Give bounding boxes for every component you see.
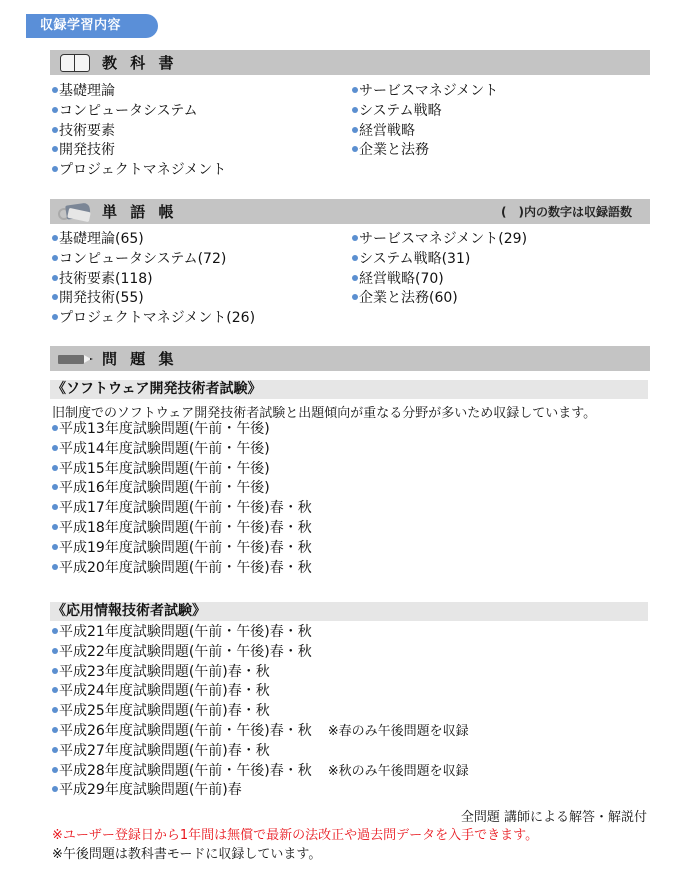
list-item: 基礎理論 xyxy=(52,82,226,102)
problems-title: 問 題 集 xyxy=(102,350,178,368)
list-item: 経営戦略 xyxy=(352,122,498,142)
bullet-icon xyxy=(352,107,358,113)
bullet-icon xyxy=(352,127,358,133)
section-badge: 収録学習内容 xyxy=(26,14,158,38)
bullet-icon xyxy=(352,146,358,152)
bullet-icon xyxy=(52,235,58,241)
list-item: 平成22年度試験問題(午前・午後)春・秋 xyxy=(52,643,469,663)
bullet-icon xyxy=(352,294,358,300)
list-item: 平成27年度試験問題(午前)春・秋 xyxy=(52,742,469,762)
bullet-icon xyxy=(52,707,58,713)
list-item: 基礎理論(65) xyxy=(52,230,255,250)
bullet-icon xyxy=(52,87,58,93)
textbook-list-right xyxy=(352,82,498,161)
list-item: システム戦略(31) xyxy=(352,250,527,270)
list-item: 平成24年度試験問題(午前)春・秋 xyxy=(52,682,469,702)
textbook-section-header xyxy=(50,50,650,75)
item-note: ※秋のみ午後問題を収録 xyxy=(327,763,469,779)
list-item: 平成17年度試験問題(午前・午後)春・秋 xyxy=(52,499,312,519)
bullet-icon xyxy=(352,275,358,281)
book-icon xyxy=(56,52,96,74)
bullet-icon xyxy=(52,465,58,471)
list-item: 平成26年度試験問題(午前・午後)春・秋 ※春のみ午後問題を収録 xyxy=(52,722,469,742)
list-item: 平成16年度試験問題(午前・午後) xyxy=(52,479,312,499)
list-item: 開発技術(55) xyxy=(52,289,255,309)
list-item: 平成28年度試験問題(午前・午後)春・秋 ※秋のみ午後問題を収録 xyxy=(52,762,469,782)
bullet-icon xyxy=(52,275,58,281)
list-item: 平成23年度試験問題(午前)春・秋 xyxy=(52,663,469,683)
bullet-icon xyxy=(52,255,58,261)
list-item: 経営戦略(70) xyxy=(352,270,527,290)
list-item: 平成29年度試験問題(午前)春 xyxy=(52,781,469,801)
list-item: 平成19年度試験問題(午前・午後)春・秋 xyxy=(52,539,312,559)
bullet-icon xyxy=(52,107,58,113)
bullet-icon xyxy=(52,314,58,320)
item-note: ※春のみ午後問題を収録 xyxy=(327,723,469,739)
list-item: 平成13年度試験問題(午前・午後) xyxy=(52,420,312,440)
bullet-icon xyxy=(52,425,58,431)
bullet-icon xyxy=(352,235,358,241)
list-item: 平成18年度試験問題(午前・午後)春・秋 xyxy=(52,519,312,539)
group-heading-software-engineer: 《ソフトウェア開発技術者試験》 xyxy=(50,380,648,399)
bullet-icon xyxy=(52,146,58,152)
bullet-icon xyxy=(52,544,58,550)
bullet-icon xyxy=(52,767,58,773)
bullet-icon xyxy=(52,648,58,654)
wordbook-count-note: ( )内の数字は収録語数 xyxy=(501,205,632,219)
bullet-icon xyxy=(352,87,358,93)
bullet-icon xyxy=(52,166,58,172)
bullet-icon xyxy=(52,786,58,792)
textbook-list-left xyxy=(52,82,226,181)
list-item: コンピュータシステム xyxy=(52,102,226,122)
bullet-icon xyxy=(52,484,58,490)
list-item: 平成15年度試験問題(午前・午後) xyxy=(52,460,312,480)
all-problems-note: 全問題 講師による解答・解説付 xyxy=(460,810,647,825)
bullet-icon xyxy=(52,564,58,570)
list-item: プロジェクトマネジメント xyxy=(52,161,226,181)
list-item: 平成20年度試験問題(午前・午後)春・秋 xyxy=(52,559,312,579)
list-item: 企業と法務 xyxy=(352,141,498,161)
textbook-title: 教 科 書 xyxy=(102,54,178,72)
bullet-icon xyxy=(52,524,58,530)
pencil-icon xyxy=(56,348,96,370)
list-item: 平成21年度試験問題(午前・午後)春・秋 xyxy=(52,623,469,643)
applied-info-exam-list xyxy=(52,623,469,801)
list-item: プロジェクトマネジメント(26) xyxy=(52,309,255,329)
list-item: 平成25年度試験問題(午前)春・秋 xyxy=(52,702,469,722)
wordbook-list-right xyxy=(352,230,527,309)
bullet-icon xyxy=(52,294,58,300)
bullet-icon xyxy=(52,445,58,451)
update-notice: ※ユーザー登録日から1年間は無償で最新の法改正や過去問データを入手できます。 xyxy=(52,828,539,843)
list-item: 技術要素(118) xyxy=(52,270,255,290)
problems-section-header xyxy=(50,346,650,371)
list-item: 平成14年度試験問題(午前・午後) xyxy=(52,440,312,460)
wordbook-list-left xyxy=(52,230,255,329)
list-item: コンピュータシステム(72) xyxy=(52,250,255,270)
list-item: サービスマネジメント(29) xyxy=(352,230,527,250)
bullet-icon xyxy=(52,628,58,634)
wordbook-title: 単 語 帳 xyxy=(102,203,178,221)
flashcards-icon xyxy=(56,201,96,223)
wordbook-section-header xyxy=(50,199,650,224)
group-heading-applied-info: 《応用情報技術者試験》 xyxy=(50,602,648,621)
list-item: サービスマネジメント xyxy=(352,82,498,102)
bullet-icon xyxy=(52,668,58,674)
bullet-icon xyxy=(52,687,58,693)
group-description: 旧制度でのソフトウェア開発技術者試験と出題傾向が重なる分野が多いため収録しています。 xyxy=(52,406,597,421)
bullet-icon xyxy=(52,127,58,133)
list-item: 企業と法務(60) xyxy=(352,289,527,309)
list-item: システム戦略 xyxy=(352,102,498,122)
list-item: 開発技術 xyxy=(52,141,226,161)
bullet-icon xyxy=(52,747,58,753)
bullet-icon xyxy=(52,504,58,510)
software-engineer-exam-list xyxy=(52,420,312,578)
afternoon-problems-note: ※午後問題は教科書モードに収録しています。 xyxy=(52,847,322,862)
bullet-icon xyxy=(352,255,358,261)
bullet-icon xyxy=(52,727,58,733)
list-item: 技術要素 xyxy=(52,122,226,142)
